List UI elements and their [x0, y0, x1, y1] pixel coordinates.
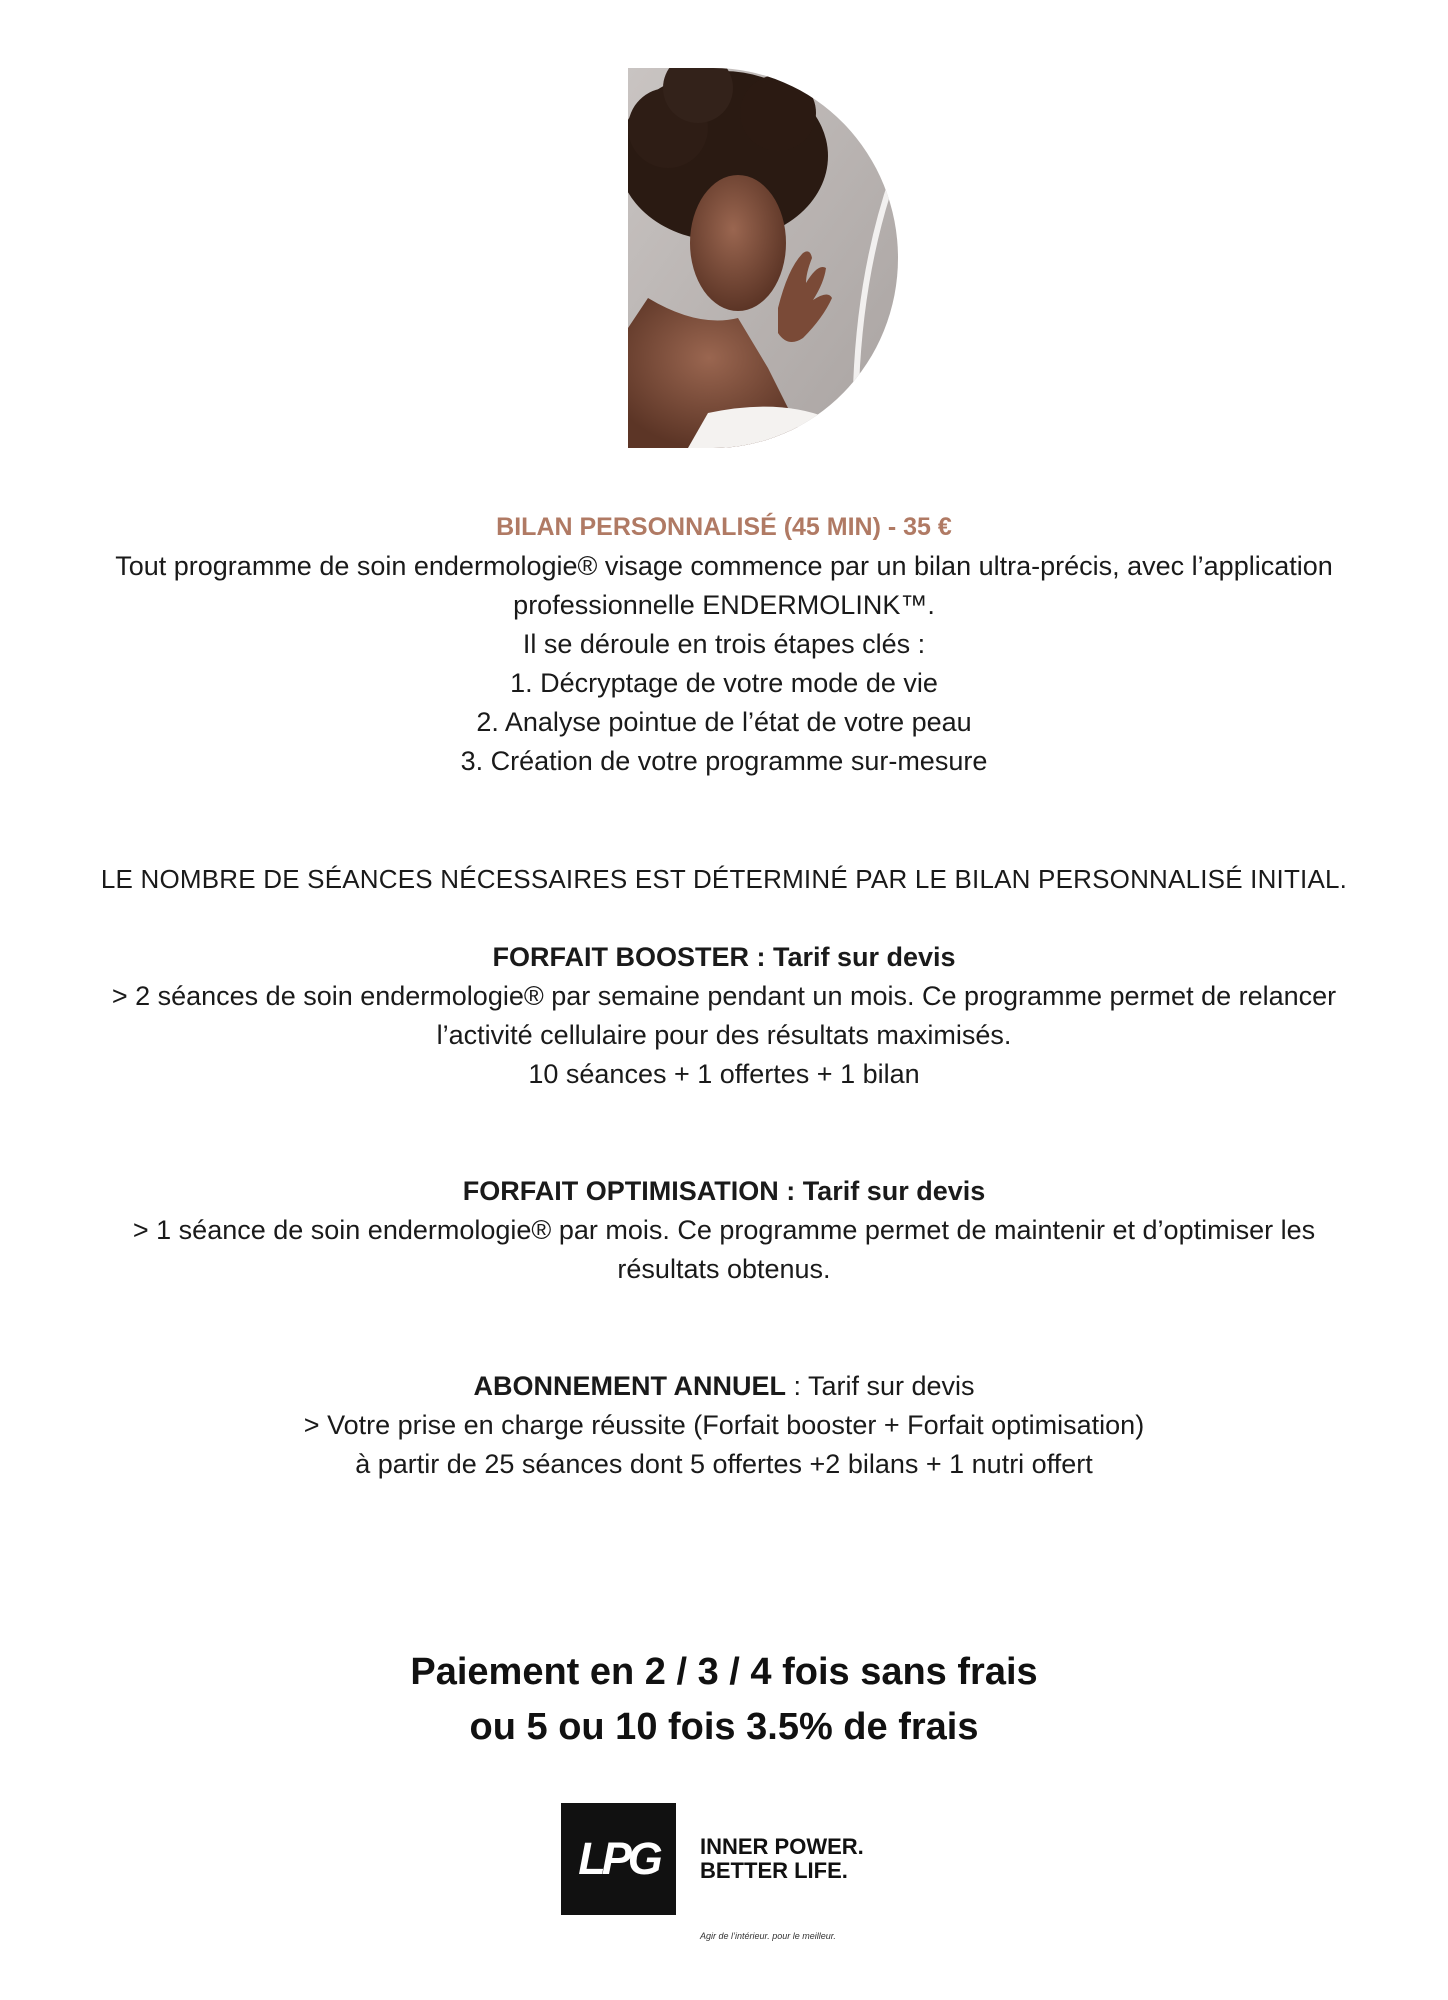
tagline-line-2: BETTER LIFE.	[700, 1858, 848, 1883]
lpg-logo	[561, 1803, 676, 1915]
booster-line-2: l’activité cellulaire pour des résultats maximisés.	[436, 1020, 1012, 1050]
bilan-step-3: 3. Création de votre programme sur-mesure	[460, 746, 988, 776]
bilan-line-1: Tout programme de soin endermologie® visage commence par un bilan ultra-précis, avec l’application	[115, 551, 1333, 581]
portrait-photo-icon	[628, 68, 898, 448]
payment-section	[0, 1645, 1448, 1755]
bilan-line-2: professionnelle ENDERMOLINK™.	[513, 590, 935, 620]
payment-line-1: Paiement en 2 / 3 / 4 fois sans frais	[410, 1651, 1038, 1693]
booster-line-3: 10 séances + 1 offertes + 1 bilan	[528, 1059, 920, 1089]
abonnement-heading	[0, 1367, 1448, 1406]
optimisation-section	[0, 1172, 1448, 1289]
bilan-line-3: Il se déroule en trois étapes clés :	[522, 629, 926, 659]
brand-small-text: Agir de l’intérieur. pour le meilleur.	[700, 1931, 836, 1941]
notice-section	[0, 860, 1448, 899]
optimisation-line-2: résultats obtenus.	[617, 1254, 831, 1284]
abonnement-heading-bold: ABONNEMENT ANNUEL	[473, 1371, 786, 1401]
optimisation-line-1: > 1 séance de soin endermologie® par mois. Ce programme permet de maintenir et d’optimiser les	[132, 1215, 1316, 1245]
lpg-logo-text: LPG	[578, 1833, 659, 1884]
sessions-notice: LE NOMBRE DE SÉANCES NÉCESSAIRES EST DÉTERMINÉ PAR LE BILAN PERSONNALISÉ INITIAL.	[100, 864, 1348, 894]
tagline-line-1: INNER POWER.	[700, 1834, 864, 1859]
hero-photo	[628, 68, 898, 448]
abonnement-heading-rest: : Tarif sur devis	[785, 1371, 975, 1401]
abonnement-section	[0, 1367, 1448, 1484]
bilan-step-1: 1. Décryptage de votre mode de vie	[510, 668, 938, 698]
abonnement-line-1: > Votre prise en charge réussite (Forfait booster + Forfait optimisation)	[303, 1410, 1145, 1440]
booster-section	[0, 938, 1448, 1094]
booster-heading: FORFAIT BOOSTER : Tarif sur devis	[492, 942, 956, 972]
bilan-step-2: 2. Analyse pointue de l’état de votre peau	[476, 707, 972, 737]
abonnement-line-2: à partir de 25 séances dont 5 offertes +2 bilans + 1 nutri offert	[355, 1449, 1093, 1479]
brand-tagline	[700, 1835, 864, 1883]
optimisation-heading: FORFAIT OPTIMISATION : Tarif sur devis	[462, 1176, 986, 1206]
bilan-heading: BILAN PERSONNALISÉ (45 MIN) - 35 €	[496, 513, 952, 541]
booster-line-1: > 2 séances de soin endermologie® par semaine pendant un mois. Ce programme permet de relancer	[111, 981, 1337, 1011]
payment-line-2: ou 5 ou 10 fois 3.5% de frais	[469, 1706, 979, 1748]
bilan-section	[0, 508, 1448, 781]
